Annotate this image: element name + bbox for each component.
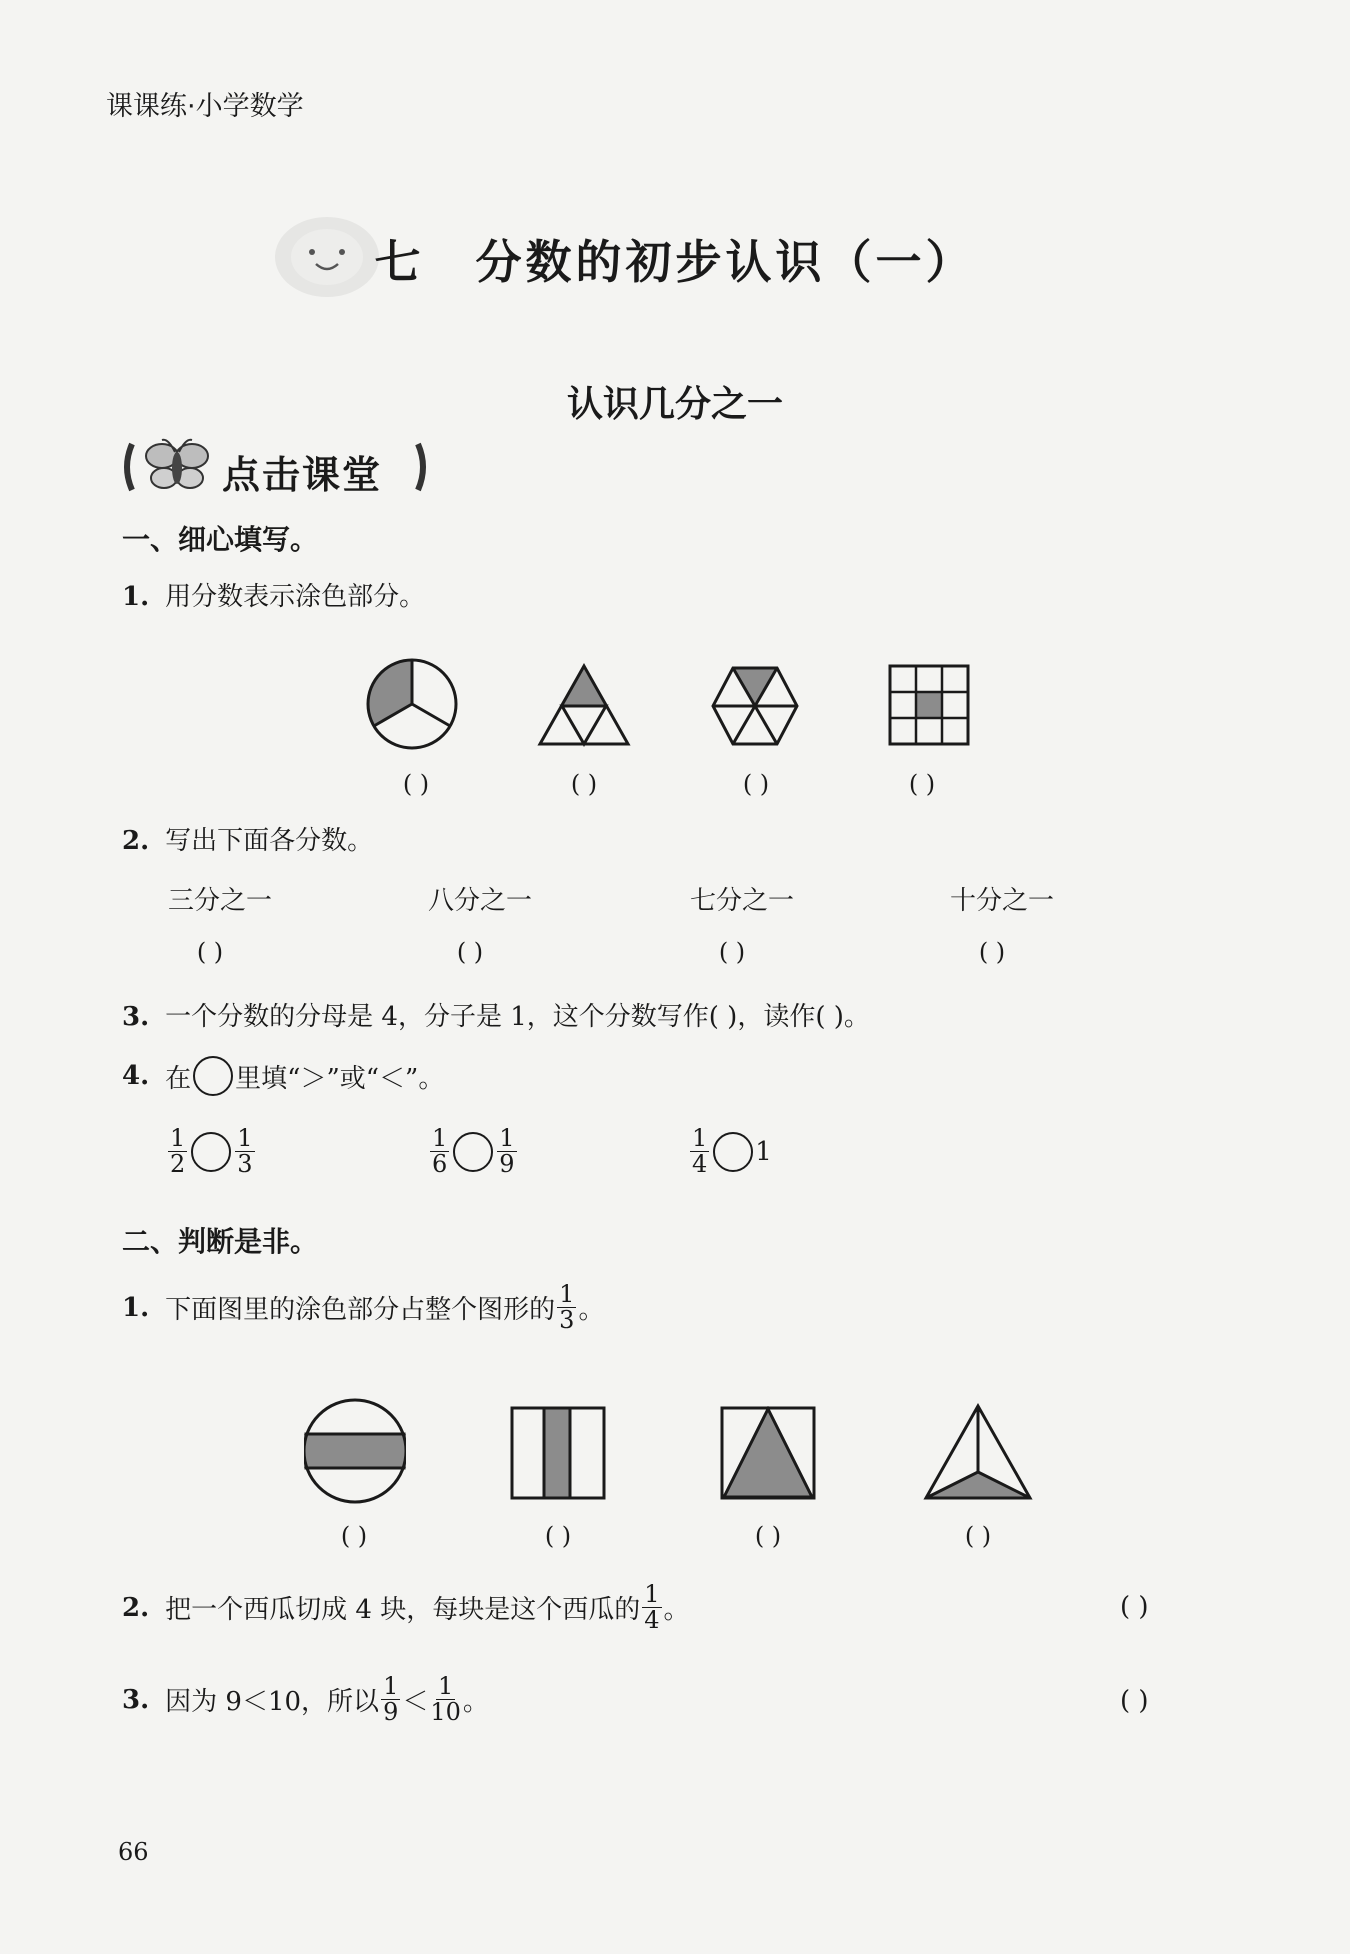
numerator: 1 (437, 1672, 454, 1700)
fraction-word: 三分之一 (168, 886, 273, 916)
fraction (430, 1674, 461, 1725)
circle-band-figure (300, 1396, 410, 1506)
q-text: 里填“＞”或“＜”。 (235, 1063, 445, 1094)
part2-q3 (122, 1674, 489, 1725)
numerator: 1 (644, 1580, 660, 1608)
compare-pair (688, 1126, 772, 1177)
q-number: 3. (122, 1002, 150, 1032)
answer-blank[interactable]: ( ) (978, 938, 1006, 966)
fraction (690, 1126, 709, 1177)
fraction-word: 七分之一 (690, 886, 795, 916)
answer-circle[interactable] (453, 1132, 493, 1172)
q-text: 用分数表示涂色部分。 (165, 582, 426, 612)
fraction (168, 1126, 187, 1177)
q-number: 1. (122, 582, 150, 612)
q-text: 写出下面各分数。 (165, 826, 374, 856)
compare-pair (166, 1126, 257, 1177)
answer-blank[interactable]: ( ) (196, 938, 224, 966)
fraction (497, 1126, 516, 1177)
answer-blank[interactable]: ( ) (402, 770, 430, 798)
answer-blank[interactable]: ( ) (544, 1522, 572, 1550)
answer-blank[interactable]: ( ) (742, 770, 770, 798)
answer-blank[interactable]: ( ) (570, 770, 598, 798)
numerator: 1 (692, 1124, 708, 1152)
part2-heading: 二、判断是非。 (122, 1225, 319, 1258)
denominator: 3 (237, 1150, 253, 1179)
denominator: 9 (383, 1698, 399, 1727)
grid-ninths-figure (888, 664, 970, 746)
part1-q4 (122, 1056, 444, 1096)
answer-circle[interactable] (191, 1132, 231, 1172)
fraction (557, 1282, 576, 1333)
answer-circle[interactable] (713, 1132, 753, 1172)
denominator: 4 (692, 1150, 708, 1179)
square-triangle-figure (720, 1406, 816, 1500)
hexagon-sixths-figure (710, 664, 800, 748)
comparison-circle-icon (193, 1056, 233, 1096)
q-text: 把一个西瓜切成 4 块，每块是这个西瓜的 (165, 1595, 641, 1626)
chapter-heading (0, 226, 1350, 292)
numerator: 1 (170, 1124, 186, 1152)
part1-heading: 一、细心填写。 (122, 523, 319, 556)
butterfly-icon (146, 440, 208, 488)
less-than-sign: ＜ (402, 1687, 429, 1718)
part1-q3 (122, 996, 870, 1033)
triangle-bottom-figure (922, 1402, 1034, 1502)
rect-middle-stripe-figure (510, 1406, 606, 1500)
fraction-word: 十分之一 (950, 886, 1055, 916)
judge-blank[interactable]: ( ) (1120, 1686, 1149, 1716)
part2-q1 (122, 1282, 604, 1333)
punctuation: 。 (462, 1687, 489, 1718)
fraction (430, 1126, 449, 1177)
q-text: 在 (165, 1063, 192, 1094)
answer-blank[interactable]: ( ) (456, 938, 484, 966)
q-text: 下面图里的涂色部分占整个图形的 (165, 1295, 556, 1326)
part2-q2 (122, 1582, 690, 1633)
numerator: 1 (499, 1124, 515, 1152)
q-text: 因为 9＜10，所以 (165, 1687, 380, 1718)
numerator: 1 (383, 1672, 399, 1700)
fraction (381, 1674, 400, 1725)
part1-q2 (122, 820, 373, 857)
circle-thirds-figure (364, 656, 460, 752)
denominator: 2 (170, 1150, 186, 1179)
numerator: 1 (559, 1280, 575, 1308)
q-number: 4. (122, 1061, 150, 1091)
denominator: 10 (430, 1698, 461, 1727)
denominator: 4 (644, 1606, 660, 1635)
triangle-quarters-figure (536, 662, 632, 748)
q-number: 2. (122, 826, 150, 856)
book-title: 课课练·小学数学 (106, 91, 304, 122)
answer-blank[interactable]: ( ) (718, 938, 746, 966)
answer-blank[interactable]: ( ) (754, 1522, 782, 1550)
denominator: 3 (559, 1306, 575, 1335)
fraction (642, 1582, 661, 1633)
chapter-number: 七 (374, 235, 421, 289)
denominator: 6 (432, 1150, 448, 1179)
numerator: 1 (237, 1124, 253, 1152)
numerator: 1 (432, 1124, 448, 1152)
denominator: 9 (499, 1150, 515, 1179)
part1-q1 (122, 576, 425, 613)
page-number: 66 (118, 1838, 149, 1866)
punctuation: 。 (578, 1295, 605, 1326)
q-number: 1. (122, 1292, 150, 1323)
answer-blank[interactable]: ( ) (340, 1522, 368, 1550)
fraction-word: 八分之一 (428, 886, 533, 916)
whole-number: 1 (755, 1136, 772, 1167)
answer-blank[interactable]: ( ) (908, 770, 936, 798)
q-text: 一个分数的分母是 4，分子是 1，这个分数写作( )，读作( )。 (165, 1002, 870, 1032)
answer-blank[interactable]: ( ) (964, 1522, 992, 1550)
q-number: 3. (122, 1684, 150, 1715)
chapter-title: 分数的初步认识（一） (475, 235, 976, 289)
judge-blank[interactable]: ( ) (1120, 1592, 1149, 1622)
q-number: 2. (122, 1592, 150, 1623)
section-title: 认识几分之一 (566, 384, 783, 425)
compare-pair (428, 1126, 519, 1177)
fraction (235, 1126, 254, 1177)
banner-label: 点击课堂 (222, 453, 383, 497)
punctuation: 。 (663, 1595, 690, 1626)
